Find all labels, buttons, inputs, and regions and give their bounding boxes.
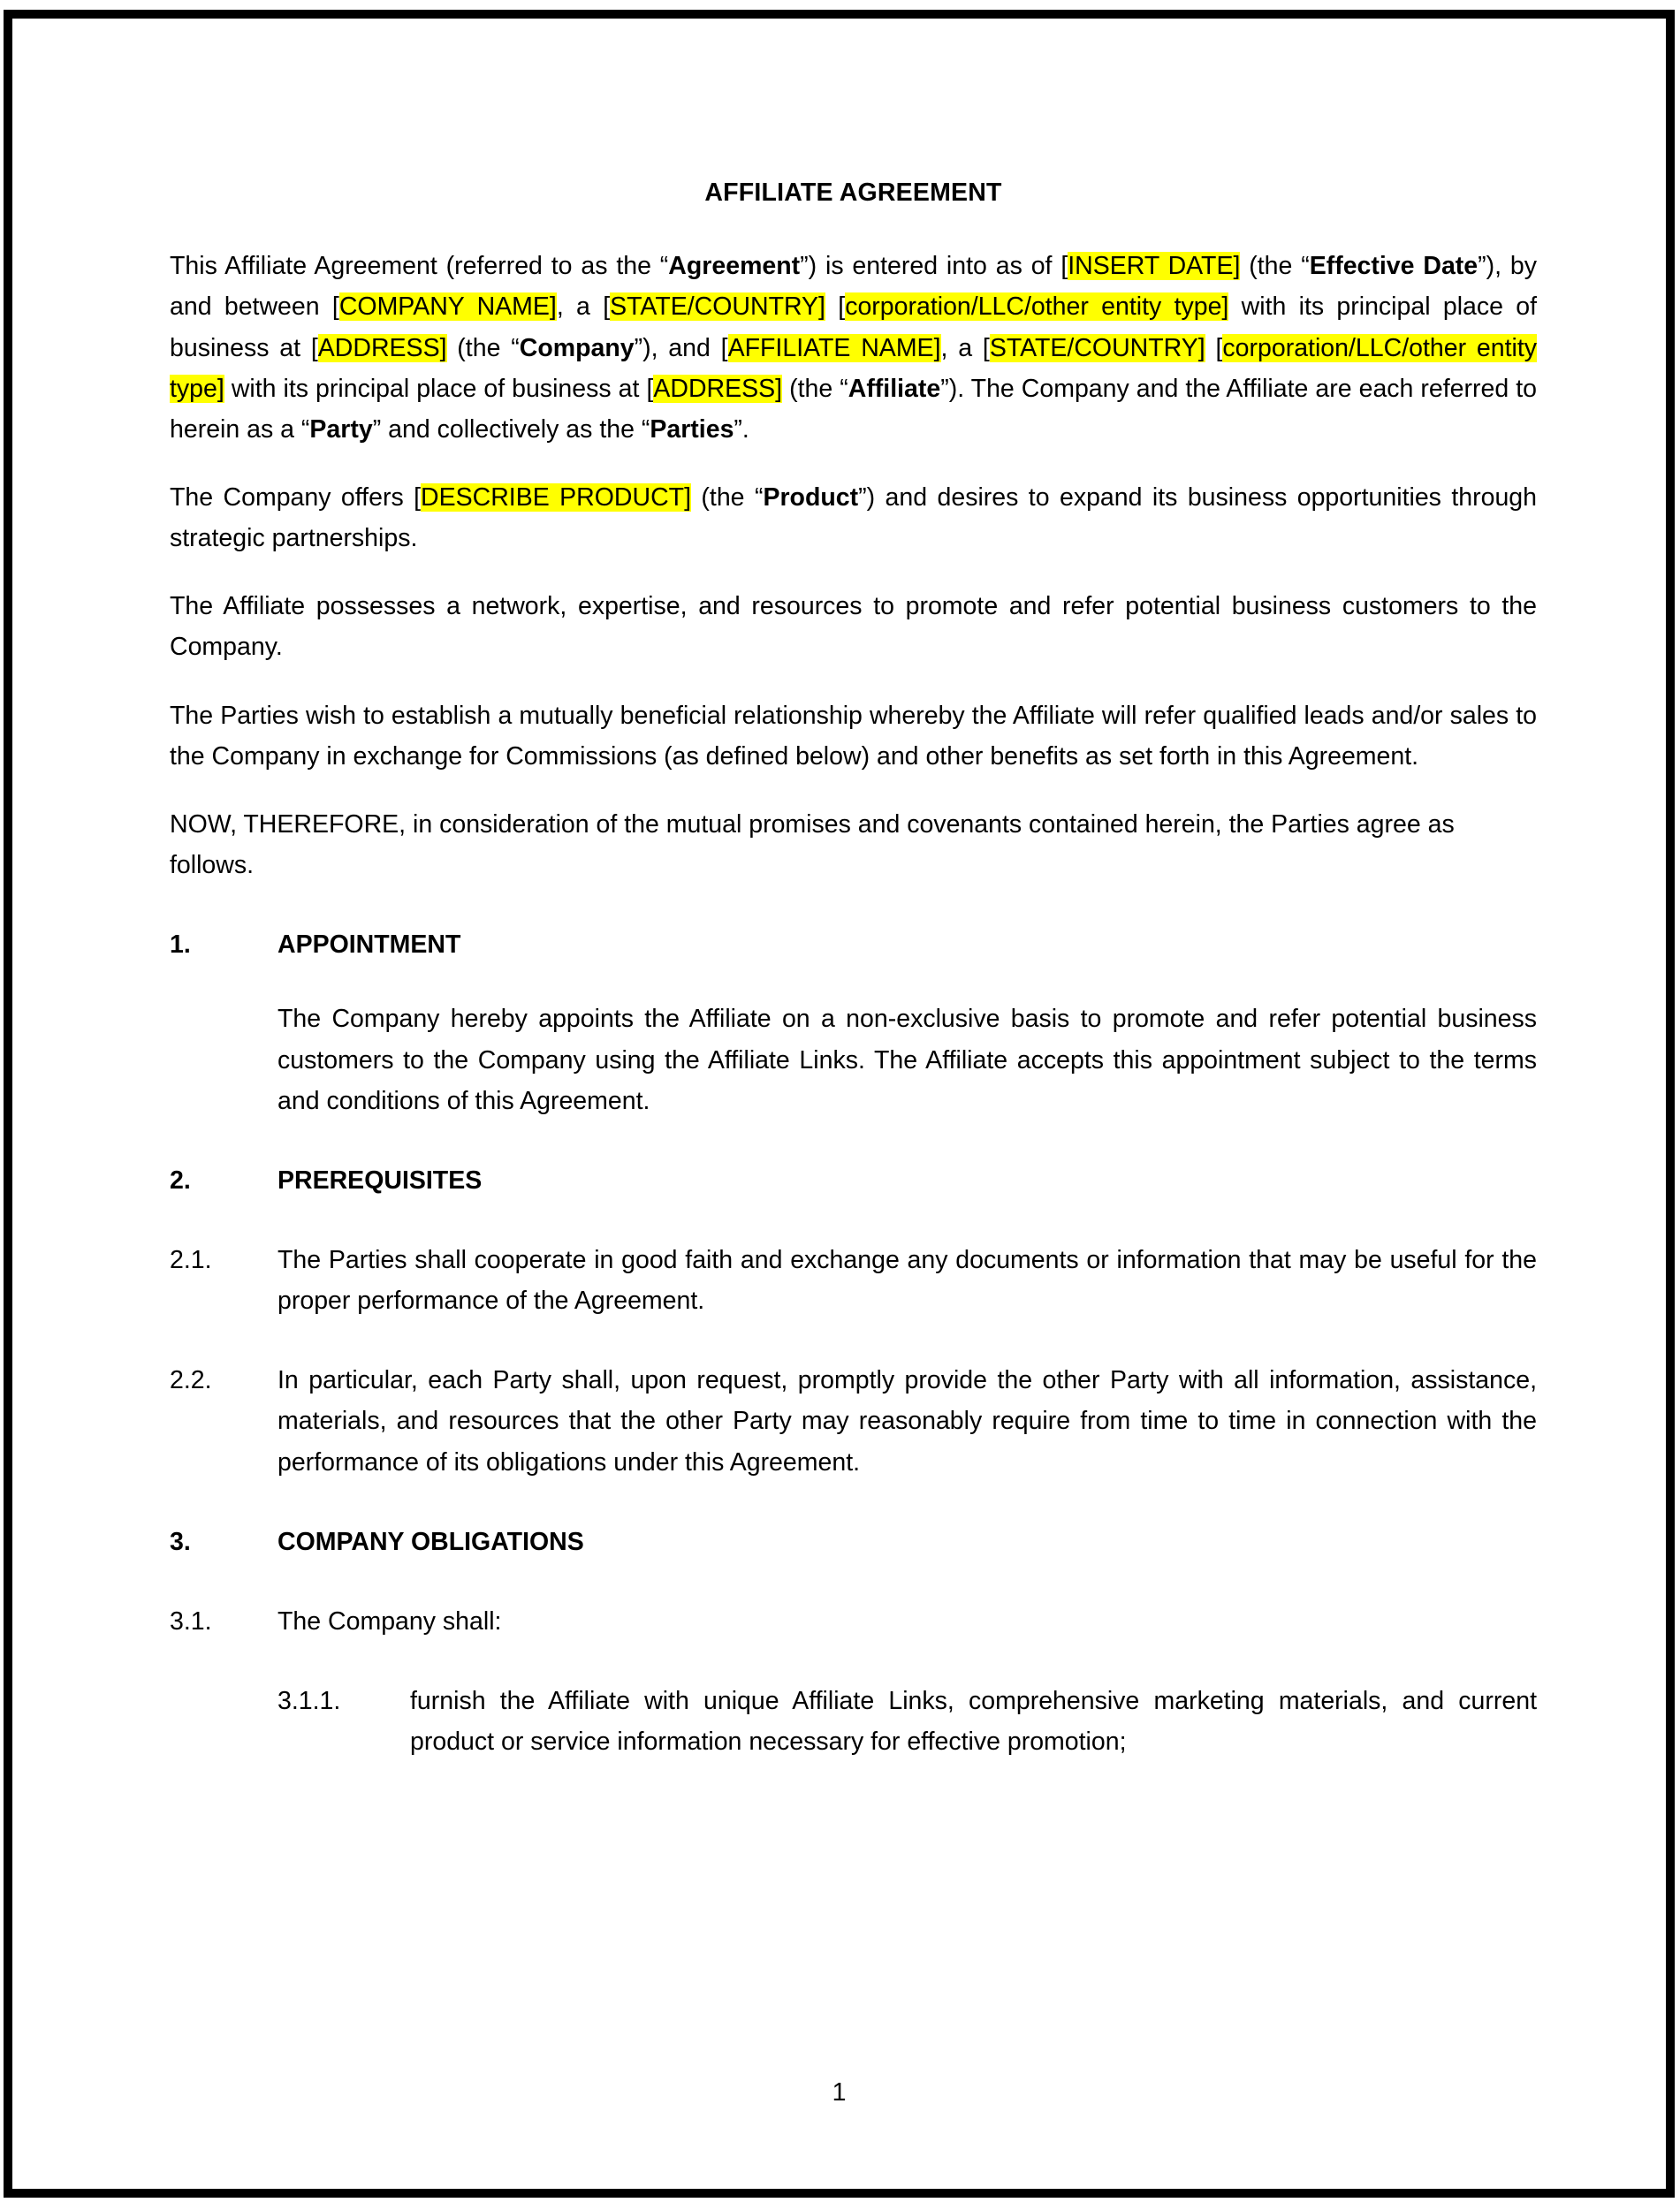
clause-3-1 [170,1601,1537,1642]
section-heading-3 [170,1522,1537,1562]
preamble-paragraph-2 [170,477,1537,558]
document-body [170,178,1537,1762]
text-run: This Affiliate Agreement (referred to as the “ [170,252,669,281]
text-run: ”) is entered into as of [ [800,252,1068,281]
page-number-footer: 1 [832,2078,847,2107]
section-label: APPOINTMENT [277,930,461,960]
text-run: (the “ [691,482,764,512]
clause-2-1 [170,1240,1537,1321]
text-run: ”), by and between [ [170,252,1537,322]
text-run: ”). The Company and the Affiliate are each referred to herein as a “ [170,374,1538,444]
text-run: The Company offers [ [170,482,422,512]
defined-term-affiliate: Affiliate [848,374,941,403]
preamble-paragraph-3: The Affiliate possesses a network, expertise, and resources to promote and refer potential business customers to the Company. [170,592,1537,662]
text-run: (the “ [446,333,520,362]
text-run: ” and collectively as the “ [372,414,650,444]
text-run: , a [ [940,333,990,362]
defined-term-product: Product [763,482,859,512]
placeholder-company-entity-type: corporation/LLC/other entity type] [845,292,1229,322]
defined-term-party: Party [309,414,373,444]
text-run: ”), and [ [634,333,728,362]
text-run: , a [ [556,292,611,322]
page-frame [4,10,1675,2198]
text-run: (the “ [1240,252,1310,281]
clause-number: 2.1. [170,1246,212,1274]
placeholder-affiliate-state-country: STATE/COUNTRY] [989,333,1205,362]
defined-term-company: Company [519,333,635,362]
subclause-number: 3.1.1. [277,1687,341,1716]
section-1-body: The Company hereby appoints the Affiliate on a non-exclusive basis to promote and refer potential business customers to the Company using the Affiliate Links. The Affiliate accepts this appointment subject to the terms and conditions of this Agreement. [277,1005,1537,1115]
text-run: (the “ [782,374,848,403]
clause-number: 3.1. [170,1606,212,1636]
clause-text: The Parties shall cooperate in good faith and exchange any documents or information that may be useful for the proper performance of the Agreement. [277,1246,1537,1316]
clause-text: In particular, each Party shall, upon request, promptly provide the other Party with all information, assistance, materials, and resources that the other Party may reasonably require from time to time in connection with the performance of its obligations under this Agreement. [277,1366,1537,1477]
placeholder-company-state-country: STATE/COUNTRY] [610,292,825,322]
preamble-paragraph-5: NOW, THEREFORE, in consideration of the mutual promises and covenants contained herein, the Parties agree as follows. [170,809,1455,880]
placeholder-company-name: COMPANY NAME] [338,292,557,322]
text-run: with its principal place of business at [ [170,292,1538,362]
section-heading-2 [170,1160,1537,1201]
defined-term-agreement: Agreement [668,252,801,281]
clause-2-2 [170,1360,1537,1482]
placeholder-company-address: ADDRESS] [317,333,447,362]
text-run: [ [1205,333,1223,362]
section-label: COMPANY OBLIGATIONS [277,1527,584,1556]
page-title: AFFILIATE AGREEMENT [704,178,1002,207]
section-label: PREREQUISITES [277,1166,483,1195]
section-number: 3. [170,1527,191,1556]
section-number: 2. [170,1166,191,1195]
section-heading-1 [170,924,1537,965]
preamble-paragraph-1 [170,246,1537,450]
subclause-text: furnish the Affiliate with unique Affiliate Links, comprehensive marketing materials, and current product or service information necessary for effective promotion; [410,1687,1537,1757]
clause-text: The Company shall: [277,1606,502,1636]
placeholder-affiliate-entity-type: corporation/LLC/other entity type] [170,333,1537,403]
placeholder-affiliate-address: ADDRESS] [653,374,783,403]
clause-number: 2.2. [170,1366,212,1395]
defined-term-parties: Parties [650,414,734,444]
preamble-paragraph-4: The Parties wish to establish a mutually beneficial relationship whereby the Affiliate will refer qualified leads and/or sales to the Company in exchange for Commissions (as defined below) and other benefits as set forth in this Agreement. [170,701,1537,771]
defined-term-effective-date: Effective Date [1309,252,1479,281]
text-run: ”. [734,414,749,444]
text-run: with its principal place of business at [ [224,374,654,403]
placeholder-insert-date: INSERT DATE] [1068,252,1241,281]
subclause-3-1-1 [277,1681,1537,1762]
placeholder-describe-product: DESCRIBE PRODUCT] [421,482,691,512]
section-number: 1. [170,930,191,960]
text-run: [ [825,292,846,322]
text-run: ”) and desires to expand its business opportunities through strategic partnerships. [170,482,1538,553]
placeholder-affiliate-name: AFFILIATE NAME] [727,333,941,362]
